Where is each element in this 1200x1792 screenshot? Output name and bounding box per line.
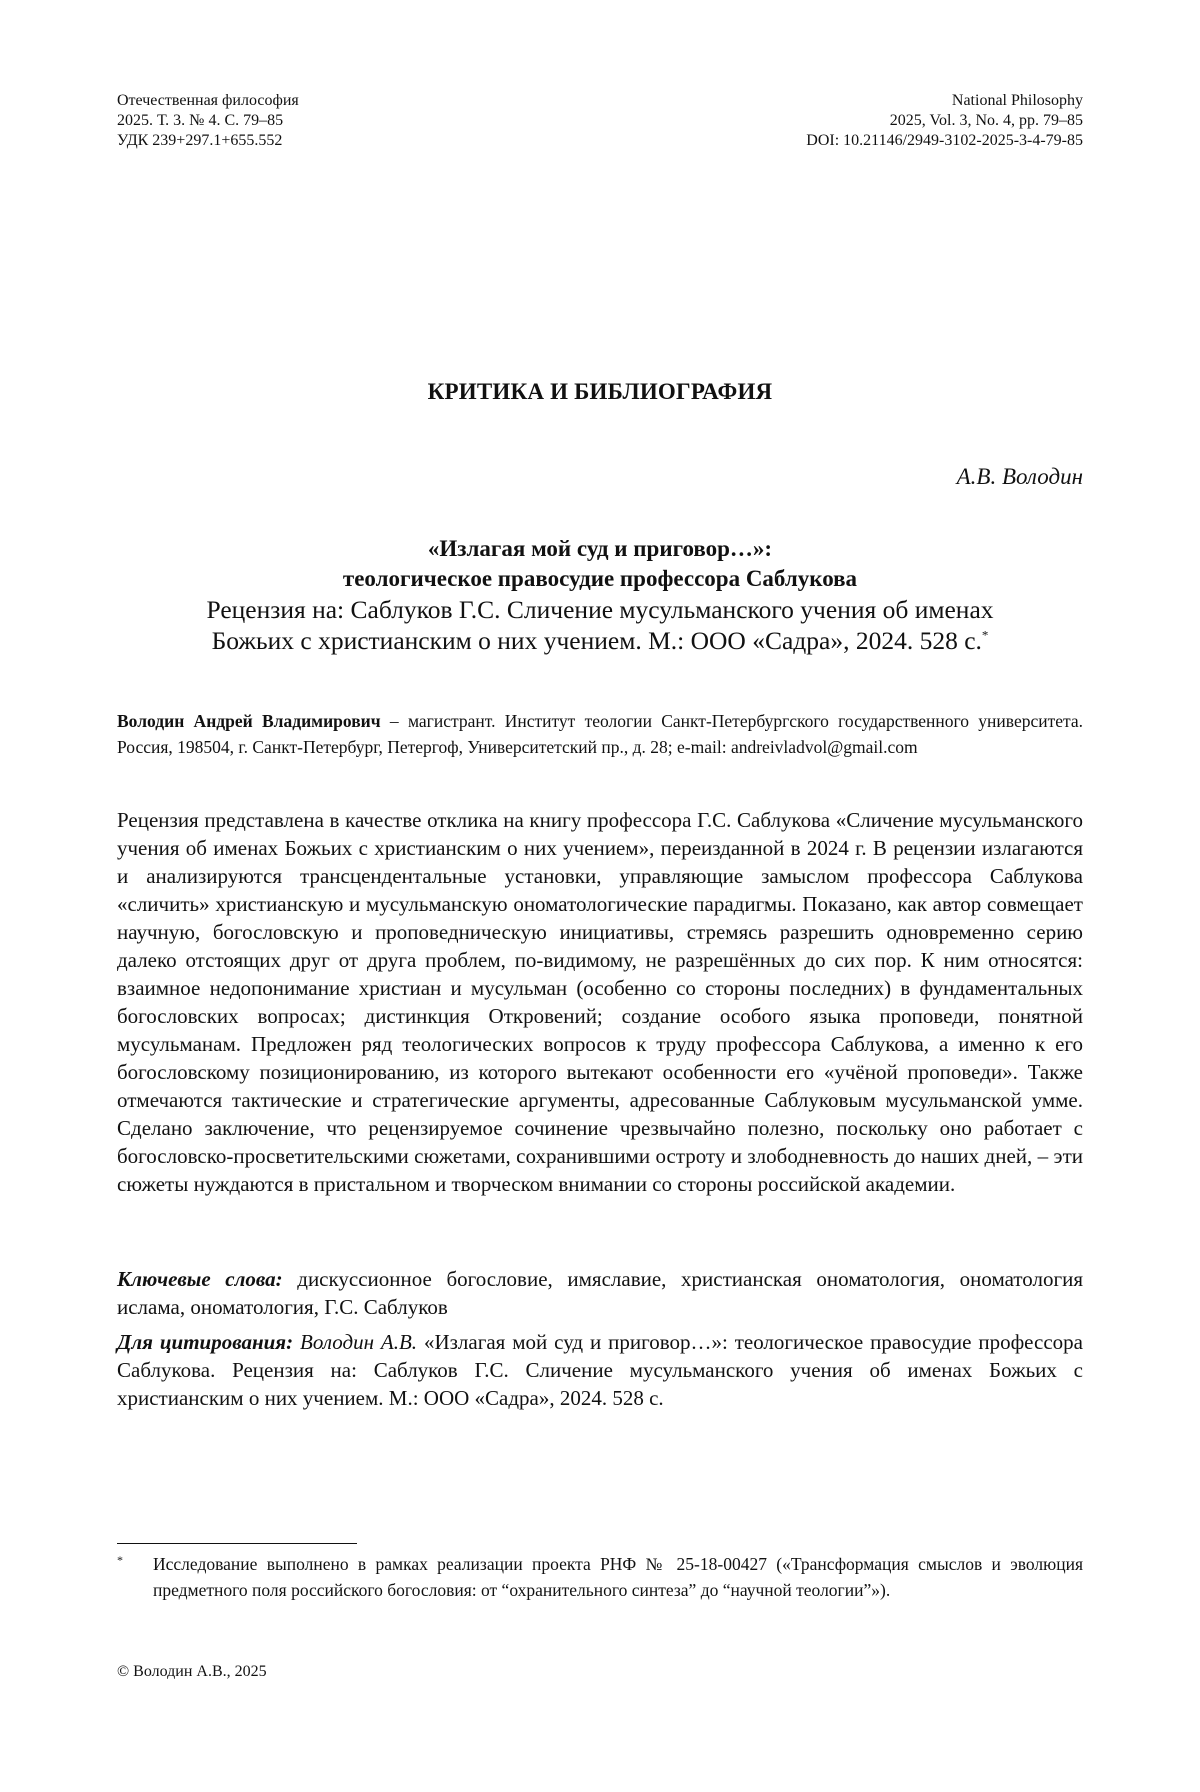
- journal-name-ru: Отечественная философия: [117, 92, 299, 109]
- footnote-text: Исследование выполнено в рамках реализации проекта РНФ № 25-18-00427 («Трансформация смыслов и эволюция предметного поля российского богословия: от “охранительного синтеза” до “научной теологии”»).: [153, 1554, 1083, 1600]
- abstract: Рецензия представлена в качестве отклика на книгу профессора Г.С. Саблукова «Сличение мусульманского учения об именах Божьих с христианским о них учением», переизданной в 2024 г. В рецензии излагаются и анализируются трансцендентальные установки, управляющие замыслом профессора Саблукова «сличить» христианскую и мусульманскую ономатологические парадигмы. Показано, как автор совмещает научную, богословскую и проповедническую инициативы, стремясь разрешить одновременно серию далеко отстоящих друг от друга проблем, по-видимому, не разрешённых до сих пор. К ним относятся: взаимное недопонимание христиан и мусульман (особенно со стороны последних) в фундаментальных богословских вопросах; дистинкция Откровений; создание особого языка проповеди, понятной мусульманам. Предложен ряд теологических вопросов к труду профессора Саблукова, а именно к его богословскому позиционированию, из которого вытекают особенности его «учёной проповеди». Также отмечаются тактические и стратегические аргументы, адресованные Саблуковым мусульманской умме. Сделано заключение, что рецензируемое сочинение чрезвычайно полезно, поскольку оно работает с богословско-просветительскими сюжетами, сохранившими остроту и злободневность до наших дней, – эти сюжеты нуждаются в пристальном и творческом внимании со стороны российской академии.: [117, 808, 1083, 1196]
- citation-label: Для цитирования:: [117, 1330, 294, 1354]
- footnote-divider: [117, 1543, 357, 1544]
- footnote-reference[interactable]: *: [981, 627, 989, 643]
- running-head-right: [806, 91, 1083, 151]
- article-title-line-1: «Излагая мой суд и приговор…»:: [427, 536, 773, 561]
- article-subtitle-line-2: [117, 625, 1083, 656]
- section-title: КРИТИКА И БИБЛИОГРАФИЯ: [427, 379, 773, 404]
- author-affiliation: [117, 708, 1083, 760]
- running-head-left: [117, 91, 299, 151]
- citation: [117, 1328, 1083, 1412]
- copyright: © Володин А.В., 2025: [117, 1663, 267, 1680]
- keywords-text: дискуссионное богословие, имяславие, христианская ономатология, ономатология ислама, ономатология, Г.С. Саблуков: [117, 1267, 1083, 1319]
- author-full-name: Володин Андрей Владимирович: [117, 711, 381, 731]
- article-subtitle-line-1: Рецензия на: Саблуков Г.С. Сличение мусульманского учения об именах: [206, 595, 994, 624]
- doi: DOI: 10.21146/2949-3102-2025-3-4-79-85: [806, 132, 1083, 149]
- issue-info-ru: 2025. Т. 3. № 4. С. 79–85: [117, 112, 284, 129]
- citation-author: Володин А.В.: [293, 1330, 418, 1354]
- keywords-label: Ключевые слова:: [117, 1267, 283, 1291]
- article-title-line-2: теологическое правосудие профессора Саблукова: [342, 566, 858, 591]
- article-subtitle-line-2-text: Божьих с христианским о них учением. М.: ООО «Садра», 2024. 528 с.: [211, 626, 982, 655]
- affiliation-details: – магистрант. Институт теологии Санкт-Петербургского государственного университета. Россия, 198504, г. Санкт-Петербург, Петергоф, Университетский пр., д. 28; e-mail: andreivladvol@gmail.com: [117, 711, 1084, 757]
- footnote-mark: *: [117, 1553, 123, 1567]
- article-page: [117, 0, 1083, 1792]
- footnote: [117, 1551, 1083, 1603]
- udk-code: УДК 239+297.1+655.552: [117, 132, 283, 149]
- issue-info-en: 2025, Vol. 3, No. 4, pp. 79–85: [889, 112, 1083, 129]
- author-short: А.В. Володин: [956, 464, 1083, 489]
- journal-name-en: National Philosophy: [951, 92, 1083, 109]
- article-title-block: [117, 534, 1083, 656]
- keywords: [117, 1265, 1083, 1321]
- citation-text: «Излагая мой суд и приговор…»: теологическое правосудие профессора Саблукова. Рецензия на: Саблуков Г.С. Сличение мусульманского учения об именах Божьих с христианским о них учением. М.: ООО «Садра», 2024. 528 с.: [117, 1330, 1083, 1410]
